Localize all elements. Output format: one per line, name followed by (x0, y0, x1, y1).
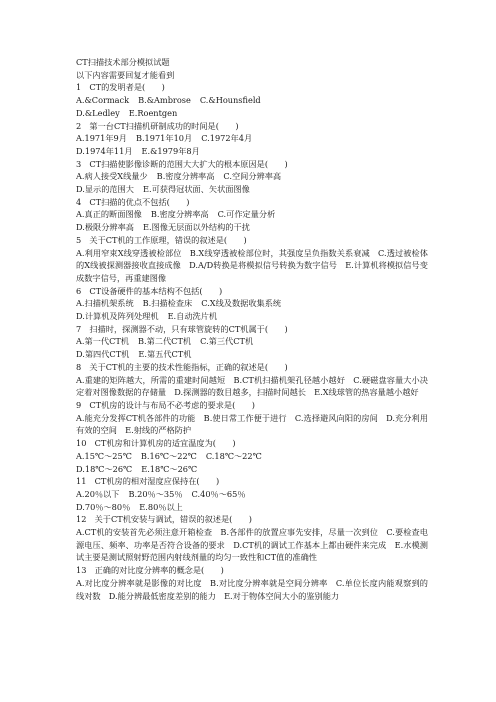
question-stem: 3 CT扫描使影像诊断的范围大大扩大的根本原因是( ) (76, 158, 288, 169)
answer-option: B.16℃～22℃ (140, 450, 197, 461)
answer-option: C.40％～65％ (191, 488, 246, 499)
question-stem: 8 关于CT机的主要的技术性能指标，正确的叙述是( ) (76, 361, 288, 372)
answer-option: B.&Ambrose (138, 95, 191, 106)
answer-option: D.70％～80％ (76, 501, 131, 512)
options-line (76, 94, 428, 107)
answer-option: C.18℃～22℃ (205, 450, 262, 461)
answer-option: D.&Ledley (76, 107, 120, 118)
options-line (76, 348, 428, 361)
answer-option: A.20％以下 (76, 488, 120, 499)
answer-option: A.15℃～25℃ (76, 450, 132, 461)
options-line (76, 463, 428, 476)
question-block (76, 81, 428, 119)
question-stem: 6 CT设备硬件的基本结构不包括( ) (76, 285, 223, 296)
options-line (76, 488, 428, 501)
question-stem: 10 CT机房和计算机房的适宜温度为( ) (76, 438, 236, 449)
question-block (76, 323, 428, 361)
answer-option: D.第四代CT机 (76, 349, 130, 360)
document-body (76, 56, 428, 602)
question-stem: 13 正确的对比度分辨率的概念是( ) (76, 565, 224, 576)
question-block (76, 564, 428, 602)
options-paragraph: A.利用窄束X线穿透被检部位 B.X线穿透被检部位时，其强度呈负指数关系衰减 C.透过被检体的X线被探测器接收直接成像 D.A/D转换是将模拟信号转换为数字信号 E.计算机将模拟信号变成数字信号，再重建图像 (76, 247, 428, 283)
question-stem: 2 第一台CT扫描机研制成功的时间是( ) (76, 120, 239, 131)
options-line (76, 132, 428, 145)
options-line (76, 335, 428, 348)
options-paragraph: A.CT机的安装首先必须注意开箱检查 B.各部件的放置应事先安排，尽量一次到位 C.要检查电源电压、频率、功率是否符合设备的要求 D.CT机的调试工作基本上都由硬件来完成 E.水模测试主要是测试照射野范围内射线剂量的均匀一致性和CT值的准确性 (76, 527, 428, 563)
answer-option: C.可作定量分析 (217, 209, 276, 220)
options-line (76, 297, 428, 310)
answer-option: E.18℃～26℃ (141, 463, 198, 474)
answer-option: A.扫描机架系统 (76, 298, 134, 309)
options-line (76, 170, 428, 183)
document-intro: 以下内容需要回复才能看到 (76, 69, 175, 80)
answer-option: E.图像无层面以外结构的干扰 (143, 222, 250, 233)
answer-option: B.密度分辨率高 (156, 171, 215, 182)
options-line (76, 208, 428, 221)
answer-option: E.&1979年8月 (141, 145, 200, 156)
question-block (76, 196, 428, 234)
answer-option: D.显示的范围大 (76, 184, 134, 195)
question-block (76, 475, 428, 513)
answer-option: A.第一代CT机 (76, 336, 129, 347)
options-line (76, 221, 428, 234)
answer-option: C.&Hounsfield (199, 95, 261, 106)
question-stem: 11 CT机房的相对湿度应保持在( ) (76, 476, 220, 487)
answer-option: C.X线及数据收集系统 (201, 298, 282, 309)
question-stem: 9 CT机房的设计与布局不必考虑的要求是( ) (76, 399, 255, 410)
question-block (76, 234, 428, 285)
answer-option: A.真正的断面图像 (76, 209, 142, 220)
answer-option: D.18℃～26℃ (76, 463, 133, 474)
question-block (76, 120, 428, 158)
options-paragraph: A.能充分发挥CT机各部件的功能 B.使日常工作便于进行 C.选择避风向阳的房间 D.充分利用有效的空间 E.射线的严格防护 (76, 412, 428, 436)
answer-option: E.80％以上 (139, 501, 183, 512)
answer-option: E.可获得冠状面、矢状面图像 (143, 184, 250, 195)
options-line (76, 183, 428, 196)
answer-option: E.Roentgen (128, 107, 178, 118)
question-block (76, 437, 428, 475)
document-title: CT扫描技术部分模拟试题 (76, 57, 170, 67)
answer-option: A.病人接受X线量少 (76, 171, 148, 182)
question-stem: 1 CT的发明者是( ) (76, 82, 165, 93)
answer-option: E.自动洗片机 (167, 311, 218, 322)
answer-option: D.1974年11月 (76, 145, 133, 156)
options-paragraph: A.重建的矩阵越大，所需的重建时间越短 B.CT机扫描机架孔径越小越好 C.硬磁盘容量大小决定着对图像数据的存储量 D.探测器的数目越多，扫描时间越长 E.X线球管的热容量越小越好 (76, 374, 428, 398)
question-stem: 4 CT扫描的优点不包括( ) (76, 196, 190, 207)
answer-option: B.20％～35％ (128, 488, 183, 499)
question-block (76, 513, 428, 564)
answer-option: B.扫描检查床 (142, 298, 193, 309)
options-line (76, 145, 428, 158)
answer-option: C.第三代CT机 (200, 336, 254, 347)
question-block (76, 361, 428, 399)
answer-option: B.第二代CT机 (138, 336, 192, 347)
options-line (76, 310, 428, 323)
question-block (76, 399, 428, 437)
question-block (76, 158, 428, 196)
answer-option: B.1971年10月 (135, 133, 193, 144)
answer-option: A.1971年9月 (76, 133, 127, 144)
options-line (76, 450, 428, 463)
question-block (76, 285, 428, 323)
question-list (76, 81, 428, 602)
answer-option: E.第五代CT机 (138, 349, 192, 360)
answer-option: C.1972年4月 (201, 133, 253, 144)
options-paragraph: A.对比度分辨率就是影像的对比度 B.对比度分辨率就是空间分辨率 C.单位长度内能观察到的线对数 D.能分辨最低密度差别的能力 E.对于物体空间大小的鉴别能力 (76, 577, 428, 601)
answer-option: D.计算机及阵列处理机 (76, 311, 159, 322)
answer-option: B.密度分辨率高 (150, 209, 209, 220)
answer-option: D.极限分辨率高 (76, 222, 134, 233)
options-line (76, 501, 428, 514)
question-stem: 5 关于CT机的工作原理，错误的叙述是( ) (76, 234, 247, 245)
question-stem: 12 关于CT机安装与调试，错误的叙述是( ) (76, 514, 252, 525)
answer-option: A.&Cormack (76, 95, 130, 106)
question-stem: 7 扫描时，探测器不动，只有球管旋转的CT机属于( ) (76, 323, 288, 334)
answer-option: C.空间分辨率高 (223, 171, 282, 182)
options-line (76, 107, 428, 120)
